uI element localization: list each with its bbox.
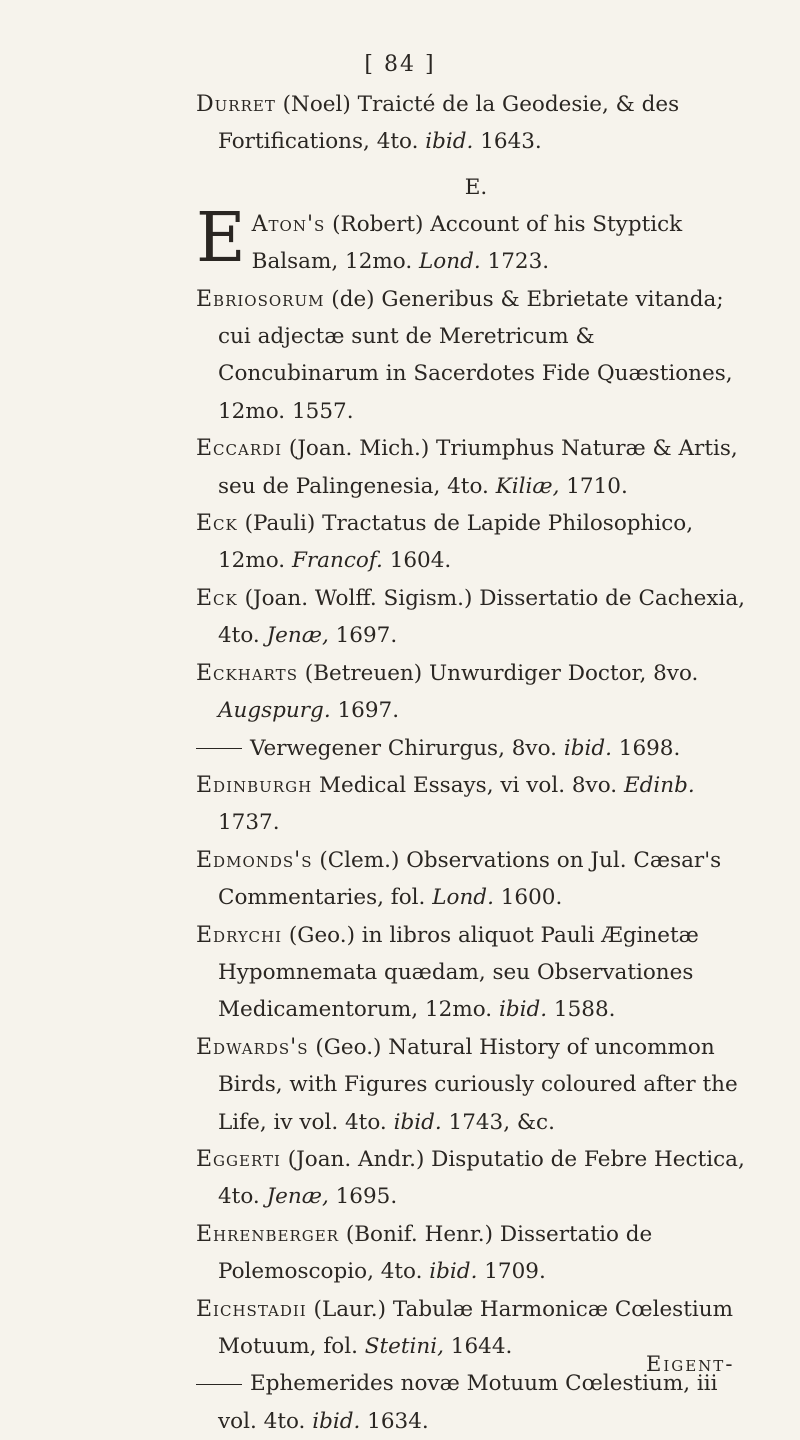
entry-text: (de) Generibus & Ebrietate vitanda; cui adjectæ sunt de Meretricum & Concubinarum in Sacerdotes Fide Quæstiones, 12mo. 1557. xyxy=(218,286,733,424)
catalogue-entry xyxy=(196,1141,756,1216)
entry-text: (Betreuen) Unwurdiger Doctor, 8vo. xyxy=(297,660,699,686)
catalogue-entry xyxy=(196,655,756,730)
entry-name: Edwards's xyxy=(196,1034,309,1060)
entry-place: ibid. xyxy=(429,1259,478,1285)
entry-year: 1695. xyxy=(328,1184,398,1210)
catalogue-entry xyxy=(196,1216,756,1291)
entry-place: ibid. xyxy=(498,997,548,1023)
catalogue-entry xyxy=(196,281,756,431)
entry-year: 1709. xyxy=(477,1259,546,1285)
entry-text: Ephemerides novæ Motuum Cœlestium, iii vol. 4to. xyxy=(218,1371,718,1434)
entry-name: Ebriosorum xyxy=(196,286,325,312)
entry-name: Durret xyxy=(196,92,276,117)
entry-name: Edinburgh xyxy=(196,772,313,798)
entry-year: 1697. xyxy=(328,623,398,649)
catalogue-entry xyxy=(196,917,756,1029)
entry-place: Kiliæ, xyxy=(495,473,560,499)
drop-cap: E xyxy=(196,198,246,278)
entry-text: (Laur.) Tabulæ Harmonicæ Cœlestium Motuum, fol. xyxy=(218,1296,733,1359)
page-number: [ 84 ] xyxy=(364,52,436,77)
entry-year: 1600. xyxy=(493,885,563,911)
entry-place: Jenæ, xyxy=(266,623,329,649)
entry-year: 1710. xyxy=(559,473,628,499)
catalogue-entry xyxy=(196,198,756,281)
catalogue-entry xyxy=(196,767,756,842)
entry-place: Lond. xyxy=(432,885,494,911)
entry-name: Eichstadii xyxy=(196,1296,307,1322)
catalogue-entry xyxy=(196,1365,756,1440)
entry-text: (Geo.) in libros aliquot Pauli Æginetæ Hypomnemata quædam, seu Observationes Medicamentorum, 12mo. xyxy=(218,922,699,1023)
catalogue-entry xyxy=(196,430,756,505)
entry-text: (Joan. Wolff. Sigism.) Dissertatio de Cachexia, 4to. xyxy=(218,585,746,649)
ditto-dash xyxy=(196,1384,242,1385)
entry-year: 1698. xyxy=(611,735,681,761)
entry-text: Medical Essays, vi vol. 8vo. xyxy=(312,772,624,798)
entry-name: Eck xyxy=(196,511,238,537)
catalogue-entry xyxy=(196,86,756,161)
entry-year: 1588. xyxy=(547,997,616,1023)
entry-text: (Pauli) Tractatus de Lapide Philosophico, 12mo. xyxy=(218,511,694,574)
entry-text: (Joan. Andr.) Disputatio de Febre Hectica, 4to. xyxy=(218,1146,745,1210)
catalogue-entry xyxy=(196,580,756,655)
entry-name: Ehrenberger xyxy=(196,1221,340,1247)
catalogue-body xyxy=(196,86,756,1440)
entry-year: 1643. xyxy=(473,129,542,155)
entry-text: (Robert) Account of his Styptick Balsam, 12mo. xyxy=(251,211,683,275)
entry-place: Lond. xyxy=(419,249,481,275)
ditto-dash xyxy=(196,748,242,749)
entry-name: Eck xyxy=(196,585,238,611)
entry-place: ibid. xyxy=(425,129,474,155)
entry-year: 1697. xyxy=(330,698,400,724)
entry-place: ibid. xyxy=(563,735,612,761)
entry-name: Eccardi xyxy=(196,436,283,462)
entry-place: ibid. xyxy=(312,1408,361,1434)
catchword: Eigent- xyxy=(646,1352,735,1376)
entry-place: Francof. xyxy=(291,548,383,574)
entry-year: 1634. xyxy=(360,1408,429,1434)
entry-text: (Geo.) Natural History of uncommon Birds, with Figures curiously coloured after the Life, iv vol. 4to. xyxy=(218,1034,738,1135)
entry-name: Eckharts xyxy=(196,660,298,686)
entry-name: Aton's xyxy=(251,211,326,237)
entry-text: Verwegener Chirurgus, 8vo. xyxy=(250,735,564,761)
entry-text: (Noel) Traicté de la Geodesie, & des Fortifications, 4to. xyxy=(218,92,680,155)
entry-year: 1604. xyxy=(382,548,452,574)
entry-name: Edrychi xyxy=(196,922,283,948)
entry-year: 1723. xyxy=(480,249,550,275)
section-letter: E. xyxy=(464,174,488,200)
entry-text: (Bonif. Henr.) Dissertatio de Polemoscopio, 4to. xyxy=(218,1221,653,1285)
entry-place: Edinb. xyxy=(623,772,695,798)
entry-year: 1737. xyxy=(218,810,280,836)
catalogue-entry xyxy=(196,1029,756,1141)
entry-place: Augspurg. xyxy=(218,698,331,724)
entry-place: Jenæ, xyxy=(266,1184,329,1210)
entry-place: ibid. xyxy=(393,1109,442,1135)
entry-text: (Clem.) Observations on Jul. Cæsar's Commentaries, fol. xyxy=(218,847,722,911)
catalogue-entry xyxy=(196,842,756,917)
entry-year: 1743, &c. xyxy=(441,1109,555,1135)
catalogue-entry xyxy=(196,730,756,767)
entry-text: (Joan. Mich.) Triumphus Naturæ & Artis, seu de Palingenesia, 4to. xyxy=(218,436,738,499)
entry-year: 1644. xyxy=(443,1334,513,1359)
entry-place: Stetini, xyxy=(364,1334,444,1359)
entry-name: Edmonds's xyxy=(196,847,313,873)
catalogue-entry xyxy=(196,505,756,580)
entry-name: Eggerti xyxy=(196,1146,281,1172)
